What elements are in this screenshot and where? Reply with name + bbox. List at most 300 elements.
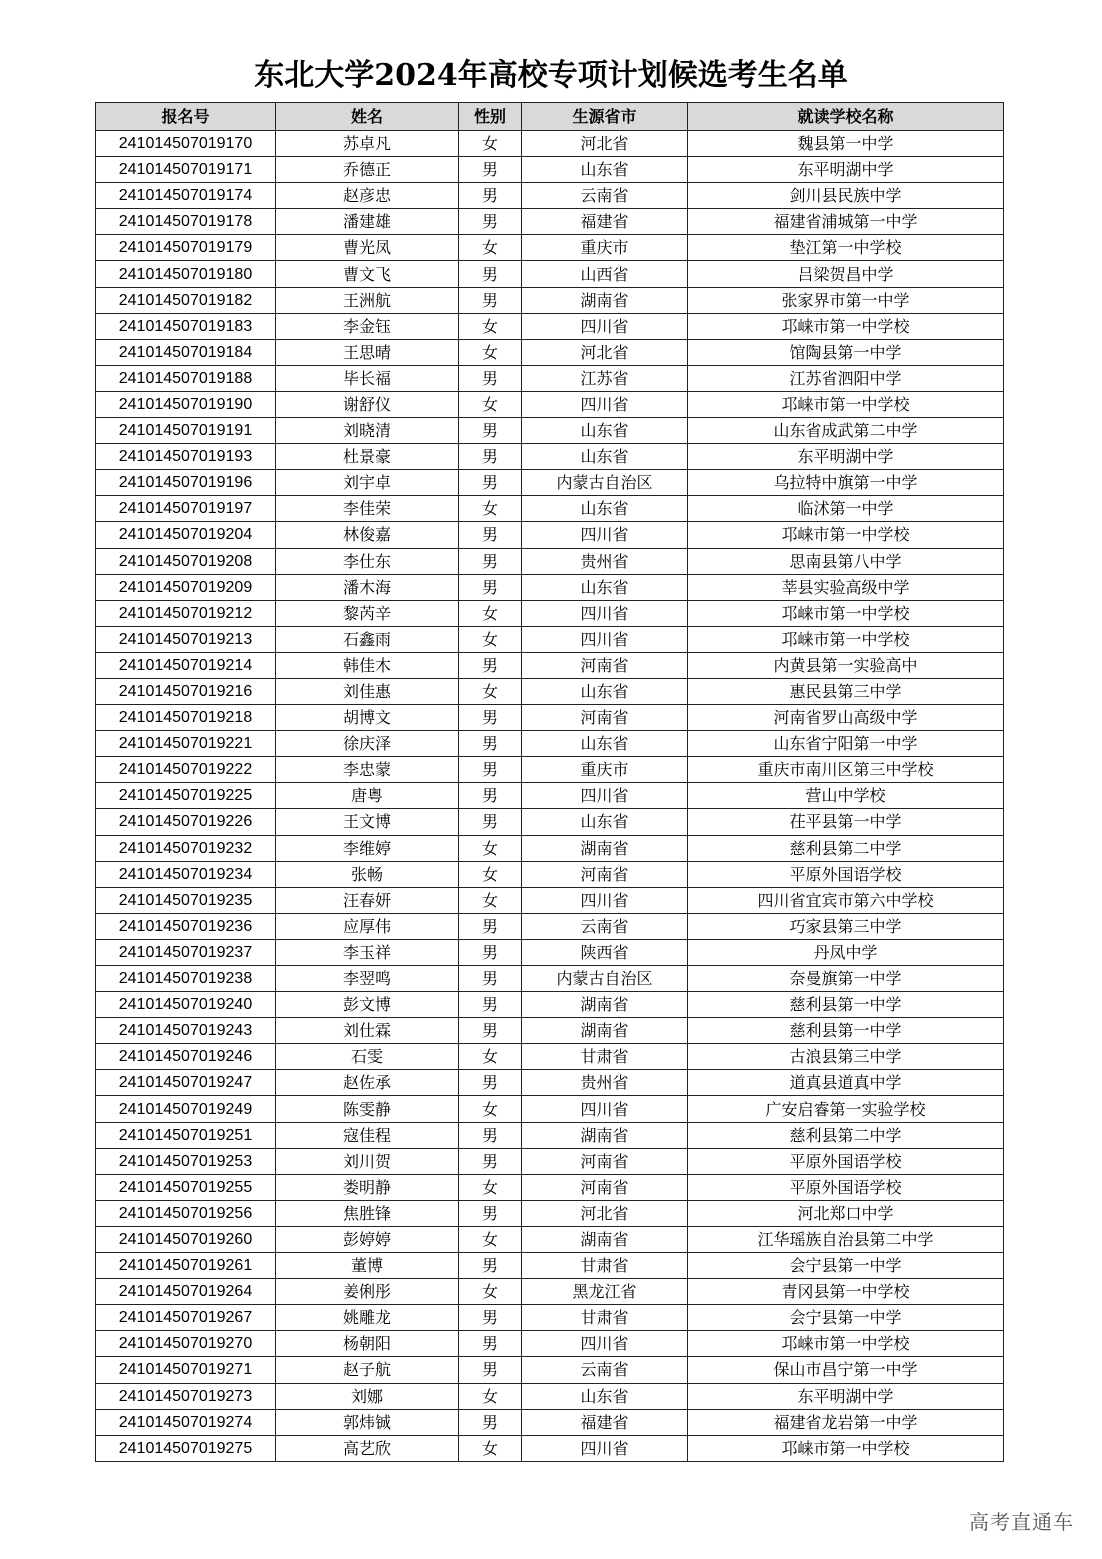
cell-registration-number: 241014507019238 [96, 966, 276, 992]
cell-gender: 女 [459, 887, 522, 913]
cell-registration-number: 241014507019256 [96, 1200, 276, 1226]
cell-registration-number: 241014507019235 [96, 887, 276, 913]
candidate-table [95, 102, 1004, 1462]
cell-gender: 女 [459, 339, 522, 365]
cell-gender: 女 [459, 1383, 522, 1409]
cell-registration-number: 241014507019225 [96, 783, 276, 809]
cell-registration-number: 241014507019247 [96, 1070, 276, 1096]
cell-name: 潘木海 [276, 574, 459, 600]
cell-province: 四川省 [522, 1331, 688, 1357]
cell-gender: 女 [459, 496, 522, 522]
cell-name: 李忠蒙 [276, 757, 459, 783]
cell-school: 重庆市南川区第三中学校 [688, 757, 1004, 783]
table-row [96, 313, 1004, 339]
cell-registration-number: 241014507019208 [96, 548, 276, 574]
cell-gender: 女 [459, 1435, 522, 1461]
cell-name: 杨朝阳 [276, 1331, 459, 1357]
cell-gender: 男 [459, 1200, 522, 1226]
table-row [96, 1279, 1004, 1305]
cell-gender: 男 [459, 470, 522, 496]
cell-school: 广安启睿第一实验学校 [688, 1096, 1004, 1122]
cell-school: 河北郑口中学 [688, 1200, 1004, 1226]
cell-gender: 男 [459, 1305, 522, 1331]
cell-school: 慈利县第二中学 [688, 1122, 1004, 1148]
cell-name: 彭婷婷 [276, 1226, 459, 1252]
cell-school: 邛崃市第一中学校 [688, 313, 1004, 339]
cell-registration-number: 241014507019232 [96, 835, 276, 861]
table-row [96, 339, 1004, 365]
cell-name: 寇佳程 [276, 1122, 459, 1148]
cell-school: 邛崃市第一中学校 [688, 1331, 1004, 1357]
cell-province: 山东省 [522, 731, 688, 757]
cell-province: 四川省 [522, 887, 688, 913]
cell-registration-number: 241014507019261 [96, 1253, 276, 1279]
cell-registration-number: 241014507019251 [96, 1122, 276, 1148]
cell-name: 陈雯静 [276, 1096, 459, 1122]
cell-school: 邛崃市第一中学校 [688, 626, 1004, 652]
cell-name: 赵佐承 [276, 1070, 459, 1096]
table-row [96, 966, 1004, 992]
cell-province: 山东省 [522, 444, 688, 470]
cell-registration-number: 241014507019240 [96, 992, 276, 1018]
cell-school: 馆陶县第一中学 [688, 339, 1004, 365]
cell-name: 李翌鸣 [276, 966, 459, 992]
cell-name: 毕长福 [276, 365, 459, 391]
table-row [96, 522, 1004, 548]
cell-province: 四川省 [522, 391, 688, 417]
table-row [96, 992, 1004, 1018]
table-row [96, 209, 1004, 235]
cell-name: 刘晓清 [276, 418, 459, 444]
cell-province: 河南省 [522, 1148, 688, 1174]
table-row [96, 600, 1004, 626]
cell-registration-number: 241014507019171 [96, 157, 276, 183]
cell-school: 吕梁贺昌中学 [688, 261, 1004, 287]
cell-name: 彭文博 [276, 992, 459, 1018]
cell-province: 甘肃省 [522, 1305, 688, 1331]
cell-name: 李玉祥 [276, 939, 459, 965]
cell-gender: 男 [459, 913, 522, 939]
table-row [96, 1174, 1004, 1200]
cell-province: 甘肃省 [522, 1044, 688, 1070]
cell-registration-number: 241014507019237 [96, 939, 276, 965]
cell-province: 重庆市 [522, 757, 688, 783]
cell-name: 乔德正 [276, 157, 459, 183]
cell-gender: 女 [459, 1096, 522, 1122]
cell-name: 徐庆泽 [276, 731, 459, 757]
cell-gender: 男 [459, 939, 522, 965]
table-row [96, 496, 1004, 522]
cell-school: 乌拉特中旗第一中学 [688, 470, 1004, 496]
cell-province: 山东省 [522, 809, 688, 835]
cell-gender: 男 [459, 574, 522, 600]
page-title: 东北大学2024年高校专项计划候选考生名单 [254, 58, 848, 93]
cell-name: 唐粤 [276, 783, 459, 809]
cell-registration-number: 241014507019170 [96, 131, 276, 157]
cell-school: 莘县实验高级中学 [688, 574, 1004, 600]
cell-province: 河南省 [522, 861, 688, 887]
cell-gender: 女 [459, 678, 522, 704]
cell-name: 姚雕龙 [276, 1305, 459, 1331]
cell-gender: 男 [459, 1122, 522, 1148]
cell-name: 刘宇卓 [276, 470, 459, 496]
cell-registration-number: 241014507019178 [96, 209, 276, 235]
table-row [96, 1357, 1004, 1383]
cell-school: 茌平县第一中学 [688, 809, 1004, 835]
cell-gender: 男 [459, 444, 522, 470]
table-row [96, 913, 1004, 939]
cell-school: 河南省罗山高级中学 [688, 705, 1004, 731]
cell-registration-number: 241014507019249 [96, 1096, 276, 1122]
table-row [96, 731, 1004, 757]
cell-school: 江苏省泗阳中学 [688, 365, 1004, 391]
table-row [96, 1331, 1004, 1357]
cell-registration-number: 241014507019253 [96, 1148, 276, 1174]
table-row [96, 157, 1004, 183]
cell-province: 河北省 [522, 1200, 688, 1226]
cell-gender: 女 [459, 1174, 522, 1200]
cell-name: 刘佳惠 [276, 678, 459, 704]
watermark: 高考直通车 [969, 1510, 1074, 1534]
cell-province: 河北省 [522, 339, 688, 365]
cell-school: 东平明湖中学 [688, 157, 1004, 183]
cell-name: 李佳荣 [276, 496, 459, 522]
cell-name: 李仕东 [276, 548, 459, 574]
cell-name: 刘娜 [276, 1383, 459, 1409]
cell-registration-number: 241014507019236 [96, 913, 276, 939]
cell-gender: 女 [459, 600, 522, 626]
cell-province: 河南省 [522, 1174, 688, 1200]
cell-registration-number: 241014507019274 [96, 1409, 276, 1435]
cell-province: 河南省 [522, 705, 688, 731]
cell-name: 潘建雄 [276, 209, 459, 235]
cell-gender: 男 [459, 209, 522, 235]
cell-registration-number: 241014507019226 [96, 809, 276, 835]
cell-name: 李金钰 [276, 313, 459, 339]
cell-registration-number: 241014507019212 [96, 600, 276, 626]
cell-name: 杜景豪 [276, 444, 459, 470]
cell-gender: 女 [459, 313, 522, 339]
cell-school: 东平明湖中学 [688, 444, 1004, 470]
cell-school: 内黄县第一实验高中 [688, 652, 1004, 678]
cell-gender: 男 [459, 1070, 522, 1096]
cell-name: 李维婷 [276, 835, 459, 861]
cell-school: 平原外国语学校 [688, 1174, 1004, 1200]
cell-school: 慈利县第一中学 [688, 1018, 1004, 1044]
cell-school: 邛崃市第一中学校 [688, 391, 1004, 417]
cell-name: 焦胜锋 [276, 1200, 459, 1226]
cell-school: 垫江第一中学校 [688, 235, 1004, 261]
cell-school: 福建省浦城第一中学 [688, 209, 1004, 235]
cell-school: 邛崃市第一中学校 [688, 600, 1004, 626]
cell-registration-number: 241014507019179 [96, 235, 276, 261]
table-row [96, 183, 1004, 209]
cell-province: 四川省 [522, 522, 688, 548]
header-school: 就读学校名称 [688, 103, 1004, 131]
cell-registration-number: 241014507019190 [96, 391, 276, 417]
cell-province: 福建省 [522, 209, 688, 235]
cell-registration-number: 241014507019188 [96, 365, 276, 391]
cell-gender: 男 [459, 731, 522, 757]
cell-province: 四川省 [522, 1096, 688, 1122]
cell-province: 黑龙江省 [522, 1279, 688, 1305]
table-row [96, 1096, 1004, 1122]
cell-gender: 男 [459, 261, 522, 287]
cell-registration-number: 241014507019234 [96, 861, 276, 887]
cell-gender: 女 [459, 391, 522, 417]
cell-gender: 男 [459, 652, 522, 678]
cell-province: 湖南省 [522, 287, 688, 313]
cell-gender: 男 [459, 287, 522, 313]
cell-province: 四川省 [522, 783, 688, 809]
cell-school: 江华瑶族自治县第二中学 [688, 1226, 1004, 1252]
cell-gender: 男 [459, 548, 522, 574]
cell-province: 重庆市 [522, 235, 688, 261]
cell-registration-number: 241014507019222 [96, 757, 276, 783]
cell-gender: 男 [459, 705, 522, 731]
cell-registration-number: 241014507019204 [96, 522, 276, 548]
cell-registration-number: 241014507019214 [96, 652, 276, 678]
cell-province: 四川省 [522, 600, 688, 626]
cell-school: 张家界市第一中学 [688, 287, 1004, 313]
cell-registration-number: 241014507019197 [96, 496, 276, 522]
cell-name: 应厚伟 [276, 913, 459, 939]
table-row [96, 365, 1004, 391]
cell-registration-number: 241014507019270 [96, 1331, 276, 1357]
cell-gender: 男 [459, 1409, 522, 1435]
cell-gender: 男 [459, 1148, 522, 1174]
cell-school: 邛崃市第一中学校 [688, 1435, 1004, 1461]
table-row [96, 652, 1004, 678]
cell-province: 陕西省 [522, 939, 688, 965]
table-row [96, 861, 1004, 887]
cell-gender: 女 [459, 835, 522, 861]
table-row [96, 626, 1004, 652]
header-registration-number: 报名号 [96, 103, 276, 131]
cell-name: 娄明静 [276, 1174, 459, 1200]
cell-name: 董博 [276, 1253, 459, 1279]
cell-gender: 男 [459, 992, 522, 1018]
cell-gender: 男 [459, 1018, 522, 1044]
cell-gender: 男 [459, 365, 522, 391]
cell-province: 福建省 [522, 1409, 688, 1435]
cell-school: 奈曼旗第一中学 [688, 966, 1004, 992]
cell-school: 魏县第一中学 [688, 131, 1004, 157]
table-row [96, 1122, 1004, 1148]
table-row [96, 574, 1004, 600]
cell-province: 云南省 [522, 1357, 688, 1383]
table-row [96, 470, 1004, 496]
table-row [96, 705, 1004, 731]
table-row [96, 1305, 1004, 1331]
cell-province: 贵州省 [522, 1070, 688, 1096]
cell-registration-number: 241014507019213 [96, 626, 276, 652]
cell-gender: 男 [459, 418, 522, 444]
cell-province: 四川省 [522, 626, 688, 652]
cell-gender: 男 [459, 183, 522, 209]
table-row [96, 444, 1004, 470]
cell-school: 营山中学校 [688, 783, 1004, 809]
cell-registration-number: 241014507019193 [96, 444, 276, 470]
table-row [96, 1226, 1004, 1252]
cell-registration-number: 241014507019183 [96, 313, 276, 339]
cell-province: 山东省 [522, 157, 688, 183]
cell-school: 剑川县民族中学 [688, 183, 1004, 209]
cell-province: 湖南省 [522, 992, 688, 1018]
cell-province: 河南省 [522, 652, 688, 678]
cell-school: 道真县道真中学 [688, 1070, 1004, 1096]
table-row [96, 1148, 1004, 1174]
cell-school: 古浪县第三中学 [688, 1044, 1004, 1070]
cell-name: 刘仕霖 [276, 1018, 459, 1044]
table-row [96, 757, 1004, 783]
cell-name: 赵子航 [276, 1357, 459, 1383]
cell-registration-number: 241014507019243 [96, 1018, 276, 1044]
cell-name: 高艺欣 [276, 1435, 459, 1461]
table-row [96, 1044, 1004, 1070]
cell-name: 王文博 [276, 809, 459, 835]
cell-registration-number: 241014507019275 [96, 1435, 276, 1461]
cell-name: 石鑫雨 [276, 626, 459, 652]
table-row [96, 1070, 1004, 1096]
cell-school: 会宁县第一中学 [688, 1253, 1004, 1279]
cell-gender: 男 [459, 1331, 522, 1357]
cell-school: 邛崃市第一中学校 [688, 522, 1004, 548]
cell-gender: 男 [459, 157, 522, 183]
cell-school: 巧家县第三中学 [688, 913, 1004, 939]
cell-name: 王洲航 [276, 287, 459, 313]
cell-registration-number: 241014507019260 [96, 1226, 276, 1252]
table-row [96, 1200, 1004, 1226]
table-row [96, 287, 1004, 313]
cell-registration-number: 241014507019182 [96, 287, 276, 313]
cell-province: 山东省 [522, 1383, 688, 1409]
cell-name: 韩佳木 [276, 652, 459, 678]
cell-name: 赵彦忠 [276, 183, 459, 209]
cell-registration-number: 241014507019180 [96, 261, 276, 287]
header-name: 姓名 [276, 103, 459, 131]
cell-province: 内蒙古自治区 [522, 966, 688, 992]
cell-province: 山东省 [522, 574, 688, 600]
cell-school: 青冈县第一中学校 [688, 1279, 1004, 1305]
cell-province: 甘肃省 [522, 1253, 688, 1279]
cell-school: 慈利县第一中学 [688, 992, 1004, 1018]
cell-gender: 女 [459, 131, 522, 157]
cell-registration-number: 241014507019218 [96, 705, 276, 731]
cell-school: 丹凤中学 [688, 939, 1004, 965]
cell-school: 平原外国语学校 [688, 1148, 1004, 1174]
cell-gender: 女 [459, 1226, 522, 1252]
cell-school: 慈利县第二中学 [688, 835, 1004, 861]
cell-registration-number: 241014507019221 [96, 731, 276, 757]
cell-registration-number: 241014507019209 [96, 574, 276, 600]
table-row [96, 1409, 1004, 1435]
cell-school: 东平明湖中学 [688, 1383, 1004, 1409]
table-row [96, 939, 1004, 965]
cell-registration-number: 241014507019267 [96, 1305, 276, 1331]
table-row [96, 391, 1004, 417]
cell-gender: 男 [459, 1253, 522, 1279]
cell-province: 云南省 [522, 913, 688, 939]
table-row [96, 1018, 1004, 1044]
cell-school: 惠民县第三中学 [688, 678, 1004, 704]
table-row [96, 418, 1004, 444]
cell-province: 内蒙古自治区 [522, 470, 688, 496]
cell-province: 贵州省 [522, 548, 688, 574]
cell-province: 河北省 [522, 131, 688, 157]
cell-registration-number: 241014507019191 [96, 418, 276, 444]
cell-gender: 男 [459, 1357, 522, 1383]
cell-province: 山西省 [522, 261, 688, 287]
cell-gender: 女 [459, 1044, 522, 1070]
cell-school: 保山市昌宁第一中学 [688, 1357, 1004, 1383]
cell-province: 湖南省 [522, 1122, 688, 1148]
cell-name: 林俊嘉 [276, 522, 459, 548]
table-row [96, 1383, 1004, 1409]
header-province: 生源省市 [522, 103, 688, 131]
cell-province: 山东省 [522, 418, 688, 444]
cell-school: 山东省宁阳第一中学 [688, 731, 1004, 757]
cell-gender: 男 [459, 809, 522, 835]
cell-name: 曹文飞 [276, 261, 459, 287]
table-row [96, 548, 1004, 574]
cell-province: 湖南省 [522, 1226, 688, 1252]
cell-gender: 男 [459, 966, 522, 992]
cell-registration-number: 241014507019216 [96, 678, 276, 704]
table-row [96, 1435, 1004, 1461]
cell-name: 黎芮辛 [276, 600, 459, 626]
table-row [96, 678, 1004, 704]
cell-school: 思南县第八中学 [688, 548, 1004, 574]
cell-registration-number: 241014507019264 [96, 1279, 276, 1305]
cell-gender: 女 [459, 626, 522, 652]
cell-name: 曹光凤 [276, 235, 459, 261]
cell-registration-number: 241014507019196 [96, 470, 276, 496]
cell-gender: 女 [459, 861, 522, 887]
cell-registration-number: 241014507019174 [96, 183, 276, 209]
cell-gender: 女 [459, 1279, 522, 1305]
cell-name: 谢舒仪 [276, 391, 459, 417]
cell-province: 湖南省 [522, 1018, 688, 1044]
table-row [96, 809, 1004, 835]
cell-name: 王思晴 [276, 339, 459, 365]
cell-registration-number: 241014507019271 [96, 1357, 276, 1383]
cell-gender: 男 [459, 783, 522, 809]
cell-name: 苏卓凡 [276, 131, 459, 157]
cell-name: 刘川贺 [276, 1148, 459, 1174]
table-row [96, 131, 1004, 157]
cell-province: 湖南省 [522, 835, 688, 861]
cell-registration-number: 241014507019273 [96, 1383, 276, 1409]
cell-school: 平原外国语学校 [688, 861, 1004, 887]
cell-school: 临沭第一中学 [688, 496, 1004, 522]
table-row [96, 261, 1004, 287]
table-row [96, 1253, 1004, 1279]
cell-gender: 女 [459, 235, 522, 261]
cell-registration-number: 241014507019246 [96, 1044, 276, 1070]
cell-name: 姜俐彤 [276, 1279, 459, 1305]
cell-name: 汪春妍 [276, 887, 459, 913]
table-row [96, 235, 1004, 261]
cell-name: 胡博文 [276, 705, 459, 731]
cell-registration-number: 241014507019184 [96, 339, 276, 365]
cell-province: 江苏省 [522, 365, 688, 391]
header-gender: 性别 [459, 103, 522, 131]
cell-gender: 男 [459, 757, 522, 783]
cell-province: 山东省 [522, 496, 688, 522]
cell-school: 福建省龙岩第一中学 [688, 1409, 1004, 1435]
cell-school: 会宁县第一中学 [688, 1305, 1004, 1331]
